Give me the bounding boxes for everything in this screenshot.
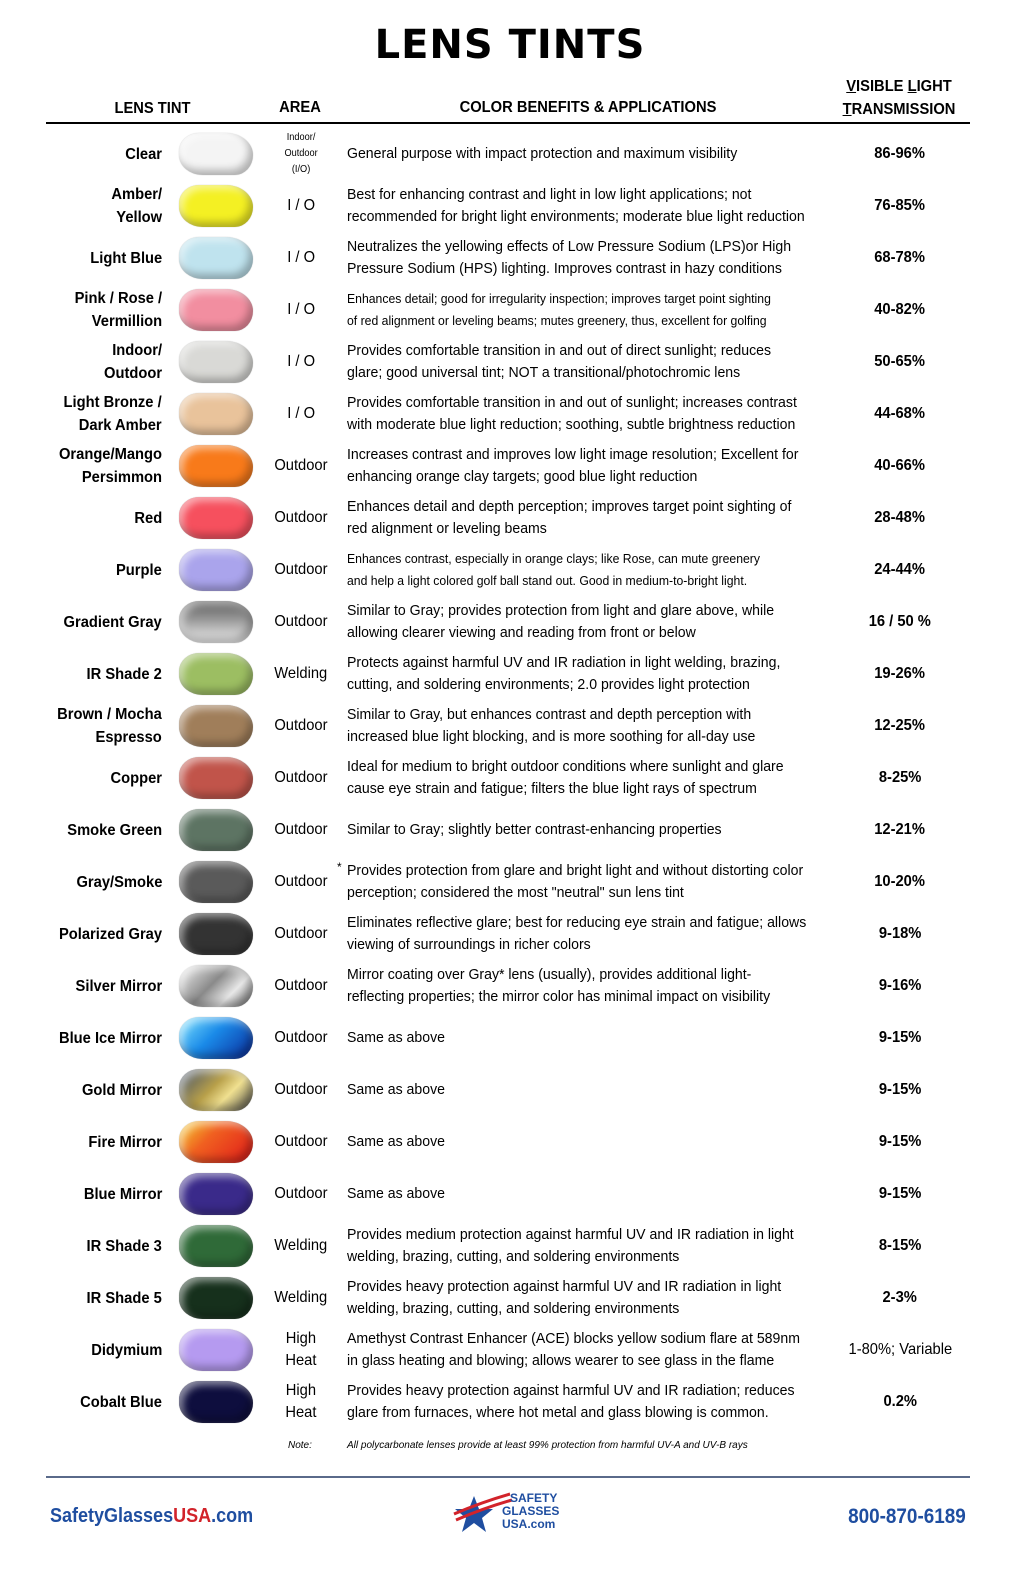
page-title: LENS TINTS (374, 22, 646, 68)
lens-icon (179, 1069, 253, 1111)
lens-swatch (176, 390, 258, 438)
tint-area: Outdoor (274, 613, 328, 630)
lens-icon (179, 289, 253, 331)
phone-number[interactable]: 800-870-6189 (848, 1505, 966, 1528)
tint-name: Blue Ice Mirror (58, 1029, 162, 1047)
tint-row (0, 336, 1020, 388)
tint-vlt: 40-66% (874, 457, 926, 474)
lens-icon (179, 1329, 253, 1371)
tint-vlt: 9-15% (878, 1081, 922, 1098)
tint-area: Outdoor (274, 717, 328, 734)
tint-name: Smoke Green (67, 821, 162, 839)
lens-icon (179, 601, 253, 643)
tint-description: Same as above (347, 1185, 445, 1202)
tint-description: Similar to Gray; slightly better contrast-enhancing properties (347, 821, 722, 838)
lens-swatch (176, 234, 258, 282)
lens-icon (179, 861, 253, 903)
lens-icon (179, 185, 253, 227)
tint-vlt: 50-65% (874, 353, 926, 370)
tint-name: Red (134, 509, 162, 527)
tint-name: Pink / Rose / Vermillion (74, 290, 162, 330)
tint-table (0, 128, 1020, 1428)
tint-row (0, 232, 1020, 284)
tint-area: Outdoor (274, 457, 328, 474)
tint-vlt: 9-18% (878, 925, 922, 942)
lens-swatch (176, 494, 258, 542)
note-text: All polycarbonate lenses provide at least 99% protection from harmful UV-A and UV-B rays (347, 1440, 748, 1451)
tint-row (0, 388, 1020, 440)
lens-swatch (176, 1118, 258, 1166)
tint-row (0, 960, 1020, 1012)
tint-name: IR Shade 2 (86, 665, 162, 683)
tint-description: Enhances detail and depth perception; improves target point sighting of red alignment or leveling beams (347, 498, 792, 537)
lens-swatch (176, 1326, 258, 1374)
tint-name: Cobalt Blue (80, 1393, 162, 1411)
tint-row (0, 1012, 1020, 1064)
tint-vlt: 24-44% (874, 561, 926, 578)
tint-description: General purpose with impact protection and maximum visibility (347, 145, 738, 162)
header-area: AREA (279, 99, 321, 116)
tint-name: Light Blue (90, 249, 162, 267)
logo-text-line1: SAFETY (510, 1491, 558, 1505)
tint-description: Best for enhancing contrast and light in low light applications; not recommended for bright light environments; moderate blue light reduction (347, 186, 805, 225)
tint-vlt: 28-48% (874, 509, 926, 526)
tint-name: Copper (110, 769, 162, 787)
tint-description: Similar to Gray, but enhances contrast and depth perception with increased blue light blocking, and is more soothing for all-day use (347, 706, 756, 745)
tint-name: Gray/Smoke (76, 873, 162, 891)
tint-vlt: 10-20% (874, 873, 926, 890)
tint-vlt: 40-82% (874, 301, 926, 318)
tint-vlt: 76-85% (874, 197, 926, 214)
tint-area: Welding (274, 665, 328, 682)
tint-vlt: 19-26% (874, 665, 926, 682)
tint-row (0, 1064, 1020, 1116)
lens-swatch (176, 182, 258, 230)
tint-area: Welding (274, 1237, 328, 1254)
tint-name: Polarized Gray (58, 925, 162, 943)
lens-icon (179, 1277, 253, 1319)
lens-icon (179, 393, 253, 435)
tint-row (0, 856, 1020, 908)
tint-description: Provides heavy protection against harmful UV and IR radiation; reduces glare from furnaces, where hot metal and glass blowing is common. (347, 1382, 795, 1421)
tint-area: Outdoor (274, 1081, 328, 1098)
lens-icon (179, 653, 253, 695)
lens-icon (179, 757, 253, 799)
safety-glasses-usa-logo (452, 1488, 582, 1540)
tint-description: Same as above (347, 1133, 445, 1150)
tint-row (0, 1324, 1020, 1376)
tint-description: Same as above (347, 1029, 445, 1046)
website-link[interactable]: SafetyGlassesUSA.com (50, 1505, 254, 1527)
tint-area: Outdoor (274, 977, 328, 994)
tint-area: Outdoor (274, 821, 328, 838)
lens-icon (179, 445, 253, 487)
tint-row (0, 1220, 1020, 1272)
tint-area: I / O (287, 405, 315, 422)
lens-swatch (176, 702, 258, 750)
tint-description: Increases contrast and improves low light image resolution; Excellent for enhancing orange clay targets; good blue light reduction (347, 446, 799, 485)
tint-row (0, 1272, 1020, 1324)
tint-description: Provides medium protection against harmful UV and IR radiation in light welding, brazing, cutting, and soldering environments (347, 1226, 794, 1265)
header-benefits: COLOR BENEFITS & APPLICATIONS (459, 99, 717, 116)
lens-icon (179, 913, 253, 955)
tint-area: I / O (287, 249, 315, 266)
tint-row (0, 752, 1020, 804)
lens-swatch (176, 130, 258, 178)
lens-swatch (176, 598, 258, 646)
lens-icon (179, 1017, 253, 1059)
tint-area: Outdoor (274, 873, 328, 890)
tint-area: Outdoor (274, 509, 328, 526)
header-visible-light-transmission: VISIBLE LIGHT TRANSMISSION (842, 78, 956, 118)
lens-swatch (176, 546, 258, 594)
footer-divider (46, 1476, 970, 1478)
tint-area: Welding (274, 1289, 328, 1306)
lens-icon (179, 341, 253, 383)
tint-row (0, 284, 1020, 336)
tint-row (0, 700, 1020, 752)
lens-icon (179, 1121, 253, 1163)
tint-vlt: 12-25% (874, 717, 926, 734)
tint-name: Purple (116, 561, 162, 579)
tint-row (0, 1376, 1020, 1428)
note-label: Note: (288, 1440, 312, 1451)
tint-area: High Heat (285, 1382, 317, 1421)
tint-name: Orange/Mango Persimmon (58, 446, 162, 486)
lens-swatch (176, 1170, 258, 1218)
tint-area: Outdoor (274, 1185, 328, 1202)
tint-row (0, 596, 1020, 648)
logo-text-line3: USA.com (502, 1517, 556, 1531)
tint-area: Outdoor (274, 925, 328, 942)
tint-row (0, 492, 1020, 544)
tint-description: Mirror coating over Gray* lens (usually), provides additional light- reflecting properties; the mirror color has minimal impact on visibility (347, 966, 771, 1005)
tint-area: I / O (287, 301, 315, 318)
tint-name: Light Bronze / Dark Amber (63, 394, 162, 434)
tint-row (0, 128, 1020, 180)
lens-swatch (176, 754, 258, 802)
tint-area: Outdoor (274, 1029, 328, 1046)
tint-area: High Heat (285, 1330, 317, 1369)
tint-name: IR Shade 5 (86, 1289, 162, 1307)
tint-description: Enhances contrast, especially in orange clays; like Rose, can mute greenery and help a light colored golf ball stand out. Good in medium-to-bright light. (347, 551, 760, 588)
lens-icon (179, 237, 253, 279)
tint-row (0, 180, 1020, 232)
tint-vlt: 9-16% (878, 977, 922, 994)
tint-name: Fire Mirror (88, 1133, 162, 1151)
tint-vlt: 9-15% (878, 1029, 922, 1046)
lens-swatch (176, 1066, 258, 1114)
tint-row (0, 1116, 1020, 1168)
tint-vlt: 1-80%; Variable (848, 1341, 952, 1358)
tint-area: I / O (287, 353, 315, 370)
lens-swatch (176, 858, 258, 906)
tint-row (0, 804, 1020, 856)
tint-description: Neutralizes the yellowing effects of Low Pressure Sodium (LPS)or High Pressure Sodium (HPS) lighting. Improves contrast in hazy conditions (347, 238, 792, 277)
tint-name: Blue Mirror (83, 1185, 162, 1203)
tint-vlt: 68-78% (874, 249, 926, 266)
lens-swatch (176, 1014, 258, 1062)
tint-row (0, 440, 1020, 492)
lens-swatch (176, 910, 258, 958)
tint-vlt: 86-96% (874, 145, 926, 162)
tint-vlt: 9-15% (878, 1185, 922, 1202)
lens-swatch (176, 1222, 258, 1270)
lens-swatch (176, 806, 258, 854)
lens-swatch (176, 338, 258, 386)
tint-name: Didymium (90, 1341, 162, 1359)
tint-vlt: 12-21% (874, 821, 926, 838)
tint-description: Same as above (347, 1081, 445, 1098)
tint-name: Indoor/ Outdoor (103, 342, 162, 382)
tint-name: IR Shade 3 (86, 1237, 162, 1255)
tint-vlt: 2-3% (882, 1289, 918, 1306)
lens-icon (179, 705, 253, 747)
tint-description: Ideal for medium to bright outdoor conditions where sunlight and glare cause eye strain and fatigue; filters the blue light rays of spectrum (347, 758, 784, 797)
tint-description: Similar to Gray; provides protection from light and glare above, while allowing clearer viewing and reading from front or below (347, 602, 775, 641)
lens-icon (179, 133, 253, 175)
logo-text-line2: GLASSES (502, 1504, 560, 1518)
tint-name: Amber/ Yellow (111, 186, 162, 226)
tint-name: Clear (125, 145, 162, 163)
lens-icon (179, 965, 253, 1007)
lens-icon (179, 1381, 253, 1423)
tint-description: Provides comfortable transition in and out of sunlight; increases contrast with moderate blue light reduction; soothing, subtle brightness reduction (347, 394, 797, 433)
lens-icon (179, 1173, 253, 1215)
tint-description: Amethyst Contrast Enhancer (ACE) blocks yellow sodium flare at 589nm in glass heating and blowing; allows wearer to see glass in the flame (347, 1330, 800, 1369)
tint-area: Outdoor (274, 561, 328, 578)
lens-icon (179, 549, 253, 591)
tint-vlt: 44-68% (874, 405, 926, 422)
lens-icon (179, 1225, 253, 1267)
tint-description: Protects against harmful UV and IR radiation in light welding, brazing, cutting, and soldering environments; 2.0 provides light protection (347, 654, 781, 693)
tint-vlt: 0.2% (883, 1393, 917, 1410)
tint-name: Brown / Mocha Espresso (57, 706, 162, 746)
tint-row (0, 648, 1020, 700)
lens-swatch (176, 962, 258, 1010)
lens-icon (179, 497, 253, 539)
tint-area: I / O (287, 197, 315, 214)
tint-name: Gradient Gray (63, 613, 162, 631)
tint-description: Provides comfortable transition in and out of direct sunlight; reduces glare; good universal tint; NOT a transitional/photochromic lens (347, 342, 772, 381)
footnote-asterisk: * (337, 860, 342, 874)
lens-swatch (176, 650, 258, 698)
tint-description: Provides protection from glare and bright light and without distorting color perception; considered the most "neutral" sun lens tint (347, 862, 804, 901)
tint-description: Provides heavy protection against harmful UV and IR radiation in light welding, brazing, cutting, and soldering environments (347, 1278, 782, 1317)
lens-icon (179, 809, 253, 851)
tint-vlt: 8-25% (878, 769, 922, 786)
header-divider (46, 122, 970, 124)
tint-vlt: 9-15% (878, 1133, 922, 1150)
lens-swatch (176, 442, 258, 490)
lens-swatch (176, 1274, 258, 1322)
tint-area: Indoor/ Outdoor (I/O) (284, 132, 318, 175)
tint-row (0, 1168, 1020, 1220)
tint-row (0, 544, 1020, 596)
tint-name: Silver Mirror (75, 977, 162, 995)
header-lens-tint: LENS TINT (114, 100, 191, 117)
tint-area: Outdoor (274, 1133, 328, 1150)
tint-area: Outdoor (274, 769, 328, 786)
tint-description: Eliminates reflective glare; best for reducing eye strain and fatigue; allows viewing of surroundings in richer colors (347, 914, 807, 953)
tint-name: Gold Mirror (81, 1081, 162, 1099)
tint-vlt: 16 / 50 % (868, 613, 932, 630)
tint-vlt: 8-15% (878, 1237, 922, 1254)
tint-description: Enhances detail; good for irregularity inspection; improves target point sighting of red alignment or leveling beams; mutes greenery, thus, excellent for golfing (347, 291, 771, 328)
lens-swatch (176, 1378, 258, 1426)
tint-row (0, 908, 1020, 960)
lens-swatch (176, 286, 258, 334)
